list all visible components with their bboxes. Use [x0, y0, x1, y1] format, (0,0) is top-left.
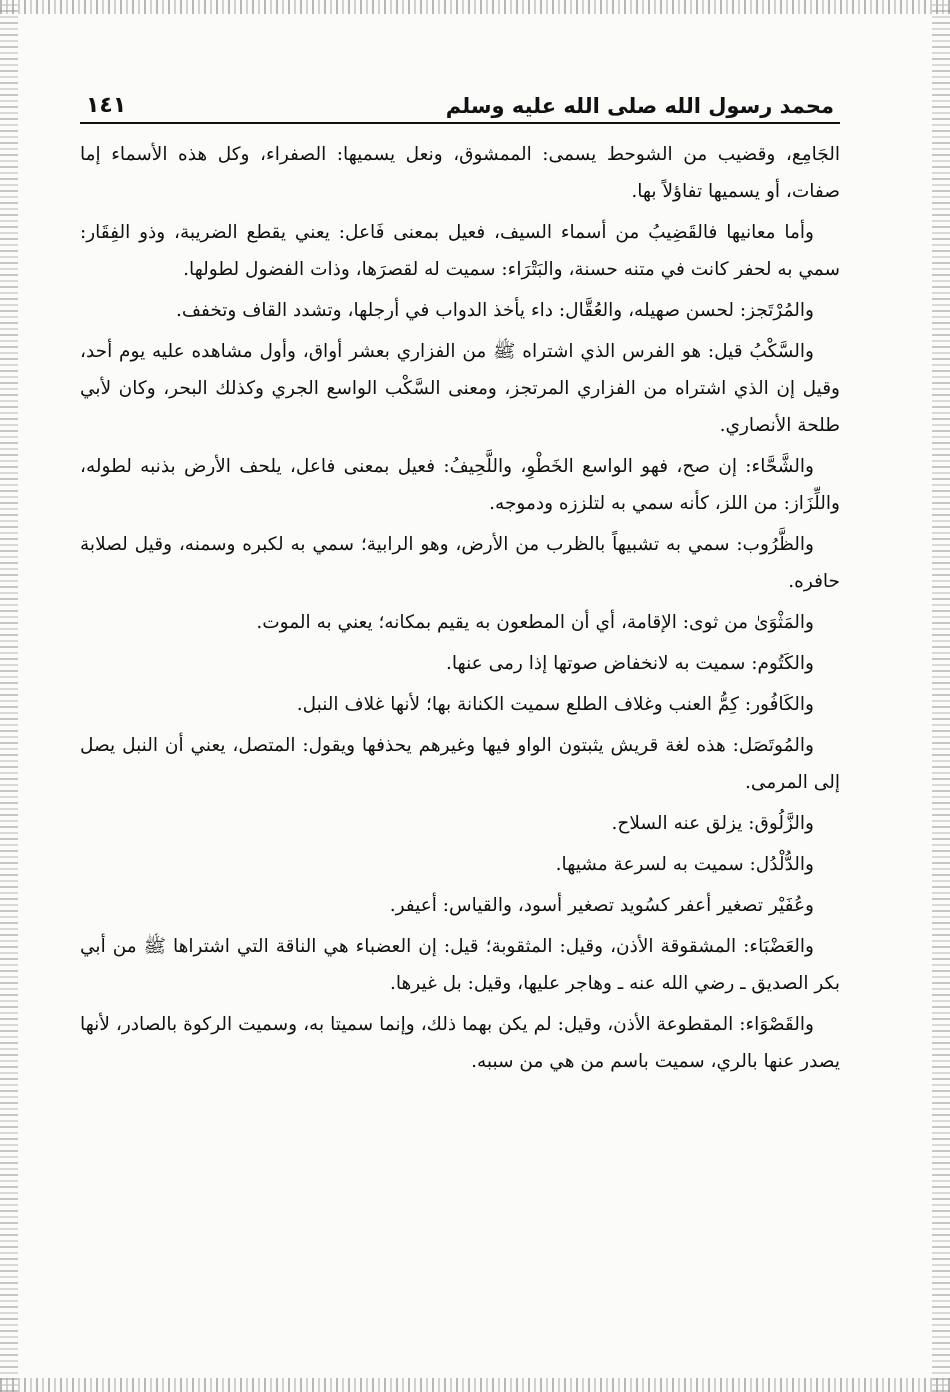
paragraph-14: والعَضْبَاء: المشقوقة الأذن، وقيل: المثقوبة؛ قيل: إن العضباء هي الناقة التي اشتراها ﷺ من أبي بكر الصديق ـ رضي الله عنه ـ وهاجر عليها، وقيل: بل غيرها. — [80, 936, 840, 994]
paragraph-10: والمُوتَصَل: هذه لغة قريش يثبتون الواو فيها وغيرهم يحذفها ويقول: المتصل، يعني أن النبل يصل إلى المرمى. — [80, 735, 840, 793]
paragraph-15: والقَصْوَاء: المقطوعة الأذن، وقيل: لم يكن بهما ذلك، وإنما سميتا به، وسميت الركوة بالصادر، لأنها يصدر عنها بالري، سميت باسم من هي من سببه. — [80, 1014, 840, 1072]
paragraph-6: والظَّرُوب: سمي به تشبيهاً بالظرب من الأرض، وهو الرابية؛ سمي به لكبره وسمنه، وقيل لصلابة حافره. — [80, 534, 840, 592]
book-page — [80, 70, 840, 1330]
page-header — [80, 70, 840, 124]
paragraph-8: والكَتُوم: سميت به لانخفاض صوتها إذا رمى عنها. — [446, 653, 814, 674]
paragraph-9: والكَافُور: كِمُّ العنب وغلاف الطلع سميت الكنانة بها؛ لأنها غلاف النبل. — [296, 694, 814, 715]
paragraph-2: وأما معانيها فالقَضِيبُ من أسماء السيف، فعيل بمعنى فَاعل: يعني يقطع الضريبة، وذو الفِقَار: سمي به لحفر كانت في متنه حسنة، والبَتْرَاء: سميت له لقصرَها، وذات الفضول لطولها. — [80, 222, 840, 280]
paragraph-11: والزَّلُوق: يزلق عنه السلاح. — [611, 813, 814, 834]
paragraph-3: والمُرْتَجز: لحسن صهيله، والعُقَّال: داء يأخذ الدواب في أرجلها، وتشدد القاف وتخفف. — [175, 300, 814, 321]
body-text — [80, 136, 840, 1080]
running-title: محمد رسول الله صلى الله عليه وسلم — [445, 94, 834, 118]
paragraph-13: وعُفَيْر تصغير أعفر كسُويد تصغير أسود، والقياس: أعيفر. — [389, 895, 814, 916]
paragraph-12: والدُّلْدُل: سميت به لسرعة مشيها. — [555, 854, 814, 875]
page-border-right — [932, 0, 950, 1392]
paragraph-5: والشَّحَّاء: إن صح، فهو الواسع الخَطْوِ، واللَّحِيفُ: فعيل بمعنى فاعل، يلحف الأرض بذنبه لطوله، واللِّزَاز: من اللز، كأنه سمي به لتلززه ودموجه. — [80, 456, 840, 514]
page-number: ١٤١ — [86, 93, 127, 118]
paragraph-1: الجَامِع، وقضيب من الشوحط يسمى: الممشوق، ونعل يسميها: الصفراء، وكل هذه الأسماء إما صفات، أو يسميها تفاؤلاً بها. — [80, 144, 840, 202]
paragraph-4: والسَّكْبُ قيل: هو الفرس الذي اشتراه ﷺ من الفزاري بعشر أواق، وأول مشاهده عليه يوم أحد، وقيل إن الذي اشتراه من الفزاري المرتجز، ومعنى السَّكْب الواسع الجري وكذلك البحر، وكان لأبي طلحة الأنصاري. — [80, 341, 840, 436]
page-border-bottom — [0, 1378, 950, 1392]
page-border-left — [0, 0, 18, 1392]
paragraph-7: والمَثْوَىٰ من ثوى: الإقامة، أي أن المطعون به يقيم بمكانه؛ يعني به الموت. — [256, 612, 814, 633]
page-border-top — [0, 0, 950, 14]
